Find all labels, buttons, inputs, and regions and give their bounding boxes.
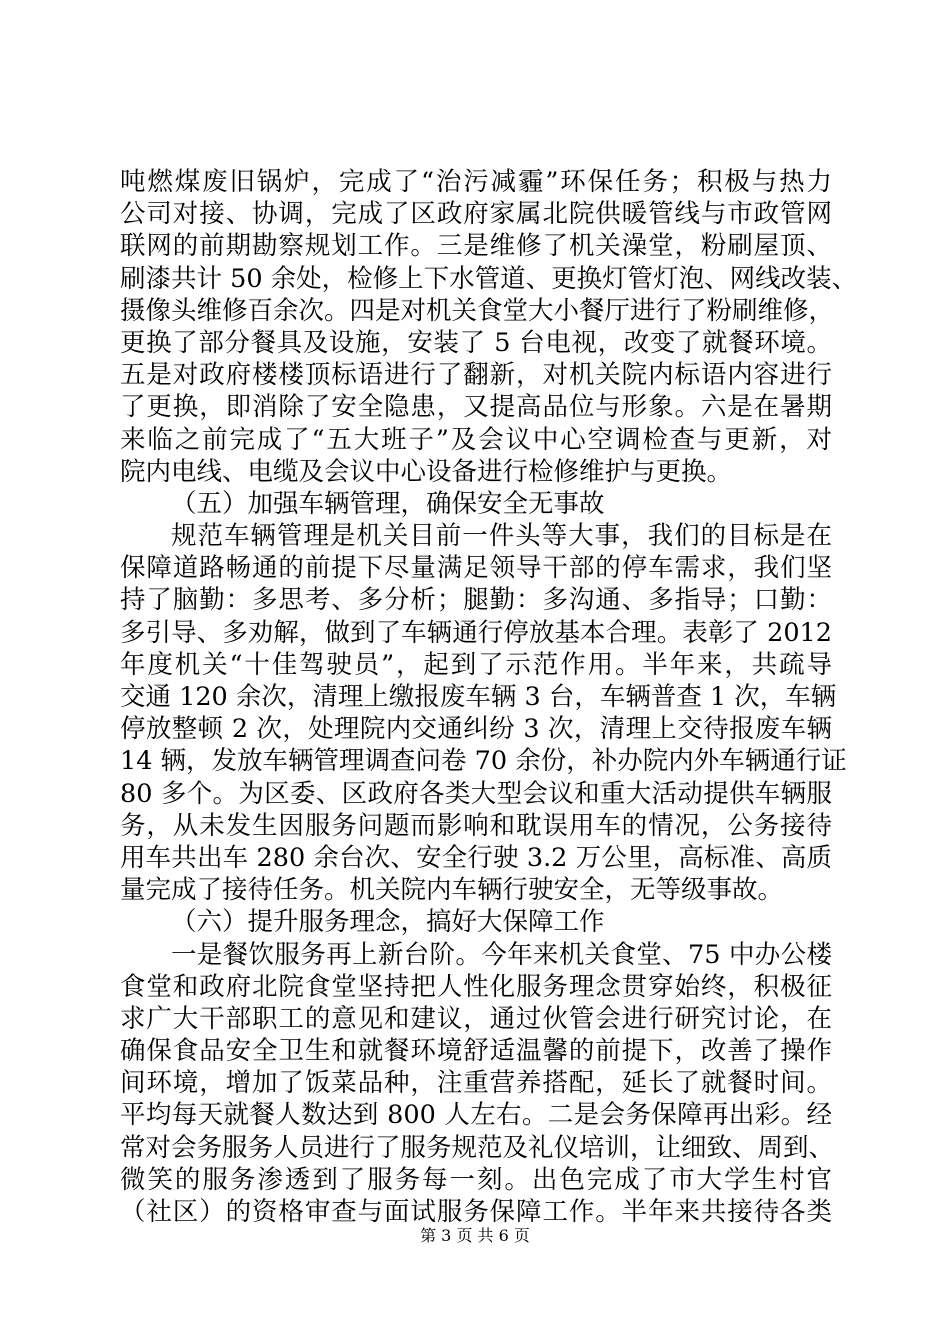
- paragraph-line: 间环境，增加了饭菜品种，注重营养搭配，延长了就餐时间。: [120, 1068, 832, 1099]
- paragraph-line: 年度机关“十佳驾驶员”，起到了示范作用。半年来，共疏导: [120, 649, 832, 680]
- paragraph-line: 刷漆共计 50 余处，检修上下水管道、更换灯管灯泡、网线改装、: [120, 263, 858, 294]
- paragraph-line: 院内电线、电缆及会议中心设备进行检修维护与更换。: [120, 456, 733, 487]
- paragraph-line: 确保食品安全卫生和就餐环境舒适温馨的前提下，改善了操作: [120, 1036, 832, 1067]
- page-number-footer: 第 3 页 共 6 页: [420, 1226, 530, 1245]
- paragraph-line: 多引导、多劝解，做到了车辆通行停放基本合理。表彰了 2012: [120, 617, 832, 648]
- paragraph-line: （社区）的资格审查与面试服务保障工作。半年来共接待各类: [120, 1197, 832, 1227]
- paragraph-line: 保障道路畅通的前提下尽量满足领导干部的停车需求，我们坚: [120, 553, 832, 584]
- paragraph-line: 了更换，即消除了安全隐患，又提高品位与形象。六是在暑期: [120, 392, 832, 423]
- paragraph-line: 微笑的服务渗透到了服务每一刻。出色完成了市大学生村官: [120, 1164, 832, 1195]
- paragraph-line: 联网的前期勘察规划工作。三是维修了机关澡堂，粉刷屋顶、: [120, 231, 832, 262]
- paragraph-line: 持了脑勤：多思考、多分析；腿勤：多沟通、多指导；口勤：: [120, 585, 832, 616]
- paragraph-line: 来临之前完成了“五大班子”及会议中心空调检查与更新，对: [120, 424, 832, 455]
- paragraph-line: 14 辆，发放车辆管理调查问卷 70 余份，补办院内外车辆通行证: [120, 746, 847, 777]
- paragraph-line: 交通 120 余次，清理上缴报废车辆 3 台，车辆普查 1 次，车辆: [120, 682, 837, 712]
- paragraph-line: 务，从未发生因服务问题而影响和耽误用车的情况，公务接待: [120, 810, 832, 841]
- paragraph-line: 公司对接、协调，完成了区政府家属北院供暖管线与市政管网: [120, 199, 832, 230]
- paragraph-line: 80 多个。为区委、区政府各类大型会议和重大活动提供车辆服: [120, 778, 832, 809]
- document-body: [120, 166, 858, 1228]
- paragraph-line: 停放整顿 2 次，处理院内交通纠纷 3 次，清理上交待报废车辆: [120, 714, 832, 745]
- paragraph-line: 吨燃煤废旧锅炉，完成了“治污减霾”环保任务；积极与热力: [120, 167, 832, 197]
- section-heading-5: （五）加强车辆管理，确保安全无事故: [171, 488, 605, 519]
- paragraph-line: 平均每天就餐人数达到 800 人左右。二是会务保障再出彩。经: [120, 1100, 832, 1131]
- paragraph-first-line: 一是餐饮服务再上新台阶。今年来机关食堂、75 中办公楼: [171, 939, 832, 970]
- paragraph-line: 求广大干部职工的意见和建议，通过伙管会进行研究讨论，在: [120, 1003, 832, 1034]
- paragraph-line: 更换了部分餐具及设施，安装了 5 台电视，改变了就餐环境。: [120, 327, 832, 358]
- section-heading-6: （六）提升服务理念，搞好大保障工作: [171, 907, 605, 938]
- paragraph-first-line: 规范车辆管理是机关目前一件头等大事，我们的目标是在: [171, 521, 832, 552]
- paragraph-line: 常对会务服务人员进行了服务规范及礼仪培训，让细致、周到、: [120, 1132, 835, 1163]
- paragraph-line: 用车共出车 280 余台次、安全行驶 3.2 万公里，高标准、高质: [120, 842, 832, 873]
- paragraph-line: 五是对政府楼楼顶标语进行了翻新，对机关院内标语内容进行: [120, 360, 832, 391]
- paragraph-line: 量完成了接待任务。机关院内车辆行驶安全，无等级事故。: [120, 875, 784, 906]
- paragraph-line: 食堂和政府北院食堂坚持把人性化服务理念贯穿始终，积极征: [120, 971, 832, 1002]
- paragraph-line: 摄像头维修百余次。四是对机关食堂大小餐厅进行了粉刷维修，: [120, 295, 835, 326]
